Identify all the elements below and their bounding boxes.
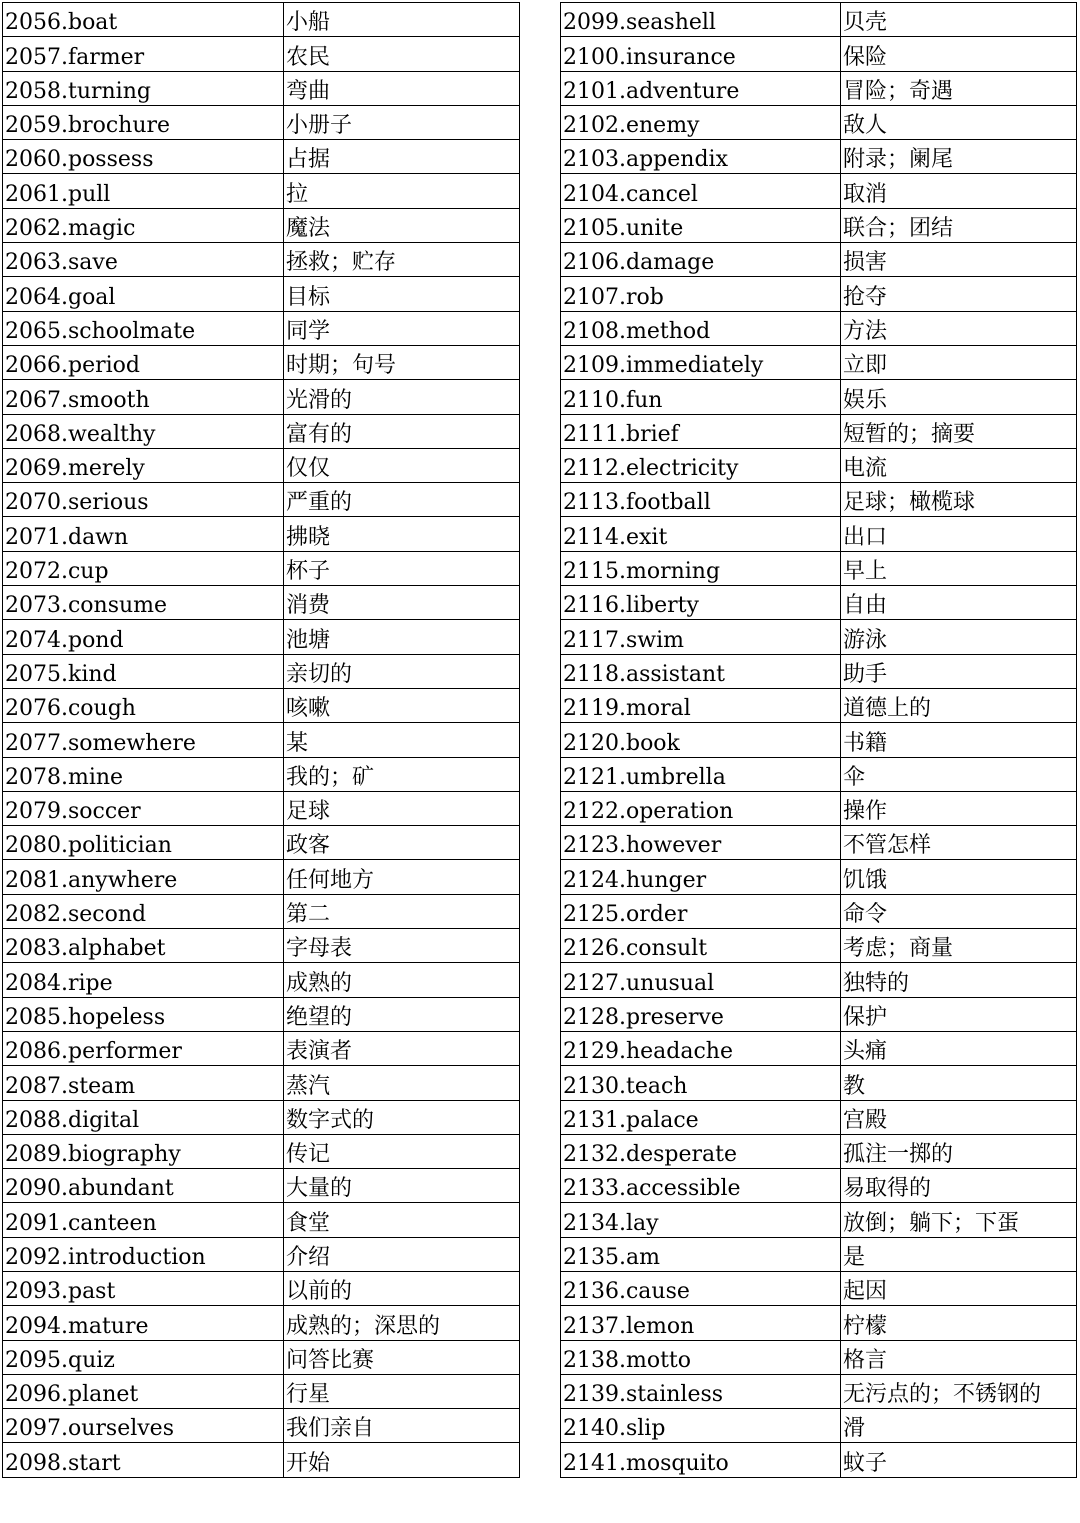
word-cell: 2073.consume (3, 586, 284, 620)
word-cell: 2094.mature (3, 1306, 284, 1340)
word-cell: 2104.cancel (561, 174, 841, 208)
word-cell: 2087.steam (3, 1066, 284, 1100)
table-row (3, 1306, 520, 1340)
meaning-cell: 数字式的 (284, 1100, 520, 1134)
table-row (3, 1340, 520, 1374)
table-row (3, 688, 520, 722)
word-cell: 2135.am (561, 1237, 841, 1271)
table-row (561, 1443, 1077, 1477)
table-row (561, 414, 1077, 448)
table-row (3, 826, 520, 860)
meaning-cell: 咳嗽 (284, 688, 520, 722)
word-cell: 2127.unusual (561, 963, 841, 997)
table-row (3, 963, 520, 997)
meaning-cell: 政客 (284, 826, 520, 860)
table-row (561, 620, 1077, 654)
word-cell: 2066.period (3, 345, 284, 379)
table-row (3, 929, 520, 963)
meaning-cell: 富有的 (284, 414, 520, 448)
word-cell: 2122.operation (561, 791, 841, 825)
word-cell: 2131.palace (561, 1100, 841, 1134)
table-row (561, 586, 1077, 620)
word-cell: 2086.performer (3, 1031, 284, 1065)
word-cell: 2090.abundant (3, 1169, 284, 1203)
word-cell: 2107.rob (561, 277, 841, 311)
table-row (561, 791, 1077, 825)
meaning-cell: 我的；矿 (284, 757, 520, 791)
meaning-cell: 杯子 (284, 551, 520, 585)
meaning-cell: 行星 (284, 1374, 520, 1408)
meaning-cell: 短暂的；摘要 (841, 414, 1077, 448)
word-cell: 2103.appendix (561, 140, 841, 174)
table-row (3, 174, 520, 208)
table-row (561, 654, 1077, 688)
word-cell: 2133.accessible (561, 1169, 841, 1203)
word-cell: 2115.morning (561, 551, 841, 585)
table-row (561, 208, 1077, 242)
table-row (3, 311, 520, 345)
meaning-cell: 消费 (284, 586, 520, 620)
word-cell: 2100.insurance (561, 37, 841, 71)
table-row (561, 71, 1077, 105)
word-cell: 2089.biography (3, 1134, 284, 1168)
meaning-cell: 仅仅 (284, 448, 520, 482)
table-row (561, 929, 1077, 963)
word-cell: 2124.hunger (561, 860, 841, 894)
table-row (561, 963, 1077, 997)
word-cell: 2058.turning (3, 71, 284, 105)
word-cell: 2057.farmer (3, 37, 284, 71)
table-row (561, 277, 1077, 311)
table-row (3, 1100, 520, 1134)
meaning-cell: 贝壳 (841, 3, 1077, 37)
table-row (3, 517, 520, 551)
meaning-cell: 早上 (841, 551, 1077, 585)
meaning-cell: 小册子 (284, 105, 520, 139)
table-row (3, 380, 520, 414)
meaning-cell: 联合；团结 (841, 208, 1077, 242)
word-cell: 2136.cause (561, 1271, 841, 1305)
word-cell: 2070.serious (3, 483, 284, 517)
meaning-cell: 足球 (284, 791, 520, 825)
table-row (3, 1237, 520, 1271)
meaning-cell: 教 (841, 1066, 1077, 1100)
table-row (561, 105, 1077, 139)
table-row (3, 3, 520, 37)
word-cell: 2117.swim (561, 620, 841, 654)
meaning-cell: 宫殿 (841, 1100, 1077, 1134)
table-row (3, 723, 520, 757)
table-row (561, 1306, 1077, 1340)
table-row (561, 1271, 1077, 1305)
table-row (3, 654, 520, 688)
word-cell: 2098.start (3, 1443, 284, 1477)
meaning-cell: 取消 (841, 174, 1077, 208)
table-row (561, 140, 1077, 174)
meaning-cell: 头痛 (841, 1031, 1077, 1065)
word-cell: 2074.pond (3, 620, 284, 654)
meaning-cell: 格言 (841, 1340, 1077, 1374)
word-cell: 2065.schoolmate (3, 311, 284, 345)
word-cell: 2121.umbrella (561, 757, 841, 791)
word-cell: 2111.brief (561, 414, 841, 448)
table-row (3, 483, 520, 517)
meaning-cell: 足球；橄榄球 (841, 483, 1077, 517)
word-cell: 2130.teach (561, 1066, 841, 1100)
meaning-cell: 不管怎样 (841, 826, 1077, 860)
table-row (561, 37, 1077, 71)
meaning-cell: 命令 (841, 894, 1077, 928)
table-row (3, 1374, 520, 1408)
meaning-cell: 饥饿 (841, 860, 1077, 894)
word-cell: 2072.cup (3, 551, 284, 585)
meaning-cell: 敌人 (841, 105, 1077, 139)
vocab-table-body (3, 3, 520, 1478)
table-row (561, 380, 1077, 414)
meaning-cell: 考虑；商量 (841, 929, 1077, 963)
table-row (3, 345, 520, 379)
word-cell: 2125.order (561, 894, 841, 928)
meaning-cell: 保险 (841, 37, 1077, 71)
word-cell: 2085.hopeless (3, 997, 284, 1031)
word-cell: 2128.preserve (561, 997, 841, 1031)
word-cell: 2123.however (561, 826, 841, 860)
word-cell: 2064.goal (3, 277, 284, 311)
meaning-cell: 损害 (841, 243, 1077, 277)
table-row (3, 1443, 520, 1477)
word-cell: 2067.smooth (3, 380, 284, 414)
table-row (3, 140, 520, 174)
meaning-cell: 保护 (841, 997, 1077, 1031)
meaning-cell: 传记 (284, 1134, 520, 1168)
meaning-cell: 魔法 (284, 208, 520, 242)
word-cell: 2062.magic (3, 208, 284, 242)
meaning-cell: 拉 (284, 174, 520, 208)
meaning-cell: 成熟的 (284, 963, 520, 997)
meaning-cell: 占据 (284, 140, 520, 174)
table-row (3, 1169, 520, 1203)
word-cell: 2119.moral (561, 688, 841, 722)
word-cell: 2071.dawn (3, 517, 284, 551)
table-row (3, 1031, 520, 1065)
meaning-cell: 表演者 (284, 1031, 520, 1065)
table-row (3, 894, 520, 928)
table-row (561, 311, 1077, 345)
meaning-cell: 起因 (841, 1271, 1077, 1305)
meaning-cell: 是 (841, 1237, 1077, 1271)
word-cell: 2093.past (3, 1271, 284, 1305)
table-row (3, 791, 520, 825)
word-cell: 2120.book (561, 723, 841, 757)
meaning-cell: 食堂 (284, 1203, 520, 1237)
word-cell: 2059.brochure (3, 105, 284, 139)
word-cell: 2113.football (561, 483, 841, 517)
meaning-cell: 成熟的；深思的 (284, 1306, 520, 1340)
table-row (3, 1066, 520, 1100)
meaning-cell: 介绍 (284, 1237, 520, 1271)
table-row (561, 483, 1077, 517)
meaning-cell: 弯曲 (284, 71, 520, 105)
table-row (561, 894, 1077, 928)
meaning-cell: 游泳 (841, 620, 1077, 654)
word-cell: 2082.second (3, 894, 284, 928)
table-row (561, 860, 1077, 894)
table-row (3, 551, 520, 585)
meaning-cell: 助手 (841, 654, 1077, 688)
meaning-cell: 娱乐 (841, 380, 1077, 414)
word-cell: 2056.boat (3, 3, 284, 37)
table-row (561, 345, 1077, 379)
meaning-cell: 抢夺 (841, 277, 1077, 311)
word-cell: 2063.save (3, 243, 284, 277)
meaning-cell: 任何地方 (284, 860, 520, 894)
meaning-cell: 冒险；奇遇 (841, 71, 1077, 105)
table-row (561, 1237, 1077, 1271)
meaning-cell: 方法 (841, 311, 1077, 345)
vocab-table-left (2, 2, 520, 1478)
table-row (561, 3, 1077, 37)
table-row (3, 997, 520, 1031)
word-cell: 2108.method (561, 311, 841, 345)
table-row (3, 1134, 520, 1168)
word-cell: 2114.exit (561, 517, 841, 551)
table-row (3, 37, 520, 71)
table-row (561, 1066, 1077, 1100)
table-row (561, 1203, 1077, 1237)
meaning-cell: 蚊子 (841, 1443, 1077, 1477)
word-cell: 2134.lay (561, 1203, 841, 1237)
meaning-cell: 放倒；躺下；下蛋 (841, 1203, 1077, 1237)
table-row (3, 757, 520, 791)
word-cell: 2129.headache (561, 1031, 841, 1065)
word-cell: 2083.alphabet (3, 929, 284, 963)
word-cell: 2138.motto (561, 1340, 841, 1374)
table-row (561, 1409, 1077, 1443)
meaning-cell: 开始 (284, 1443, 520, 1477)
table-row (561, 997, 1077, 1031)
vocab-table-right (560, 2, 1077, 1478)
table-row (3, 448, 520, 482)
meaning-cell: 严重的 (284, 483, 520, 517)
word-cell: 2110.fun (561, 380, 841, 414)
meaning-cell: 伞 (841, 757, 1077, 791)
meaning-cell: 易取得的 (841, 1169, 1077, 1203)
table-row (3, 620, 520, 654)
table-row (561, 243, 1077, 277)
word-cell: 2112.electricity (561, 448, 841, 482)
meaning-cell: 农民 (284, 37, 520, 71)
word-cell: 2068.wealthy (3, 414, 284, 448)
table-row (3, 277, 520, 311)
table-row (3, 208, 520, 242)
meaning-cell: 电流 (841, 448, 1077, 482)
meaning-cell: 书籍 (841, 723, 1077, 757)
meaning-cell: 滑 (841, 1409, 1077, 1443)
meaning-cell: 独特的 (841, 963, 1077, 997)
meaning-cell: 绝望的 (284, 997, 520, 1031)
table-row (561, 688, 1077, 722)
meaning-cell: 出口 (841, 517, 1077, 551)
word-cell: 2106.damage (561, 243, 841, 277)
word-cell: 2139.stainless (561, 1374, 841, 1408)
word-cell: 2084.ripe (3, 963, 284, 997)
table-row (3, 860, 520, 894)
word-cell: 2076.cough (3, 688, 284, 722)
meaning-cell: 孤注一掷的 (841, 1134, 1077, 1168)
table-row (561, 826, 1077, 860)
meaning-cell: 某 (284, 723, 520, 757)
meaning-cell: 字母表 (284, 929, 520, 963)
table-row (561, 448, 1077, 482)
word-cell: 2126.consult (561, 929, 841, 963)
table-row (561, 1340, 1077, 1374)
word-cell: 2091.canteen (3, 1203, 284, 1237)
table-row (561, 723, 1077, 757)
word-cell: 2096.planet (3, 1374, 284, 1408)
table-row (561, 517, 1077, 551)
meaning-cell: 附录；阑尾 (841, 140, 1077, 174)
table-row (3, 243, 520, 277)
meaning-cell: 操作 (841, 791, 1077, 825)
table-row (3, 1409, 520, 1443)
meaning-cell: 光滑的 (284, 380, 520, 414)
meaning-cell: 池塘 (284, 620, 520, 654)
table-row (3, 1203, 520, 1237)
vocab-table-body (561, 3, 1077, 1478)
word-cell: 2092.introduction (3, 1237, 284, 1271)
meaning-cell: 大量的 (284, 1169, 520, 1203)
meaning-cell: 立即 (841, 345, 1077, 379)
word-cell: 2069.merely (3, 448, 284, 482)
meaning-cell: 第二 (284, 894, 520, 928)
word-cell: 2140.slip (561, 1409, 841, 1443)
word-cell: 2105.unite (561, 208, 841, 242)
meaning-cell: 以前的 (284, 1271, 520, 1305)
word-cell: 2079.soccer (3, 791, 284, 825)
word-cell: 2060.possess (3, 140, 284, 174)
word-cell: 2102.enemy (561, 105, 841, 139)
meaning-cell: 柠檬 (841, 1306, 1077, 1340)
meaning-cell: 目标 (284, 277, 520, 311)
meaning-cell: 问答比赛 (284, 1340, 520, 1374)
word-cell: 2081.anywhere (3, 860, 284, 894)
word-cell: 2099.seashell (561, 3, 841, 37)
table-row (561, 1134, 1077, 1168)
word-cell: 2077.somewhere (3, 723, 284, 757)
word-cell: 2075.kind (3, 654, 284, 688)
meaning-cell: 无污点的；不锈钢的 (841, 1374, 1077, 1408)
table-row (561, 1100, 1077, 1134)
table-row (561, 757, 1077, 791)
word-cell: 2080.politician (3, 826, 284, 860)
meaning-cell: 道德上的 (841, 688, 1077, 722)
table-row (561, 1169, 1077, 1203)
word-cell: 2097.ourselves (3, 1409, 284, 1443)
table-row (3, 586, 520, 620)
table-row (561, 551, 1077, 585)
word-cell: 2095.quiz (3, 1340, 284, 1374)
meaning-cell: 自由 (841, 586, 1077, 620)
meaning-cell: 小船 (284, 3, 520, 37)
word-cell: 2116.liberty (561, 586, 841, 620)
word-cell: 2137.lemon (561, 1306, 841, 1340)
table-row (3, 414, 520, 448)
meaning-cell: 亲切的 (284, 654, 520, 688)
table-row (3, 105, 520, 139)
table-row (3, 71, 520, 105)
meaning-cell: 我们亲自 (284, 1409, 520, 1443)
meaning-cell: 同学 (284, 311, 520, 345)
word-cell: 2141.mosquito (561, 1443, 841, 1477)
table-row (3, 1271, 520, 1305)
meaning-cell: 蒸汽 (284, 1066, 520, 1100)
table-row (561, 174, 1077, 208)
word-cell: 2118.assistant (561, 654, 841, 688)
meaning-cell: 拯救；贮存 (284, 243, 520, 277)
word-cell: 2132.desperate (561, 1134, 841, 1168)
word-cell: 2101.adventure (561, 71, 841, 105)
table-row (561, 1374, 1077, 1408)
word-cell: 2088.digital (3, 1100, 284, 1134)
word-cell: 2078.mine (3, 757, 284, 791)
word-cell: 2061.pull (3, 174, 284, 208)
table-row (561, 1031, 1077, 1065)
meaning-cell: 拂晓 (284, 517, 520, 551)
meaning-cell: 时期；句号 (284, 345, 520, 379)
word-cell: 2109.immediately (561, 345, 841, 379)
